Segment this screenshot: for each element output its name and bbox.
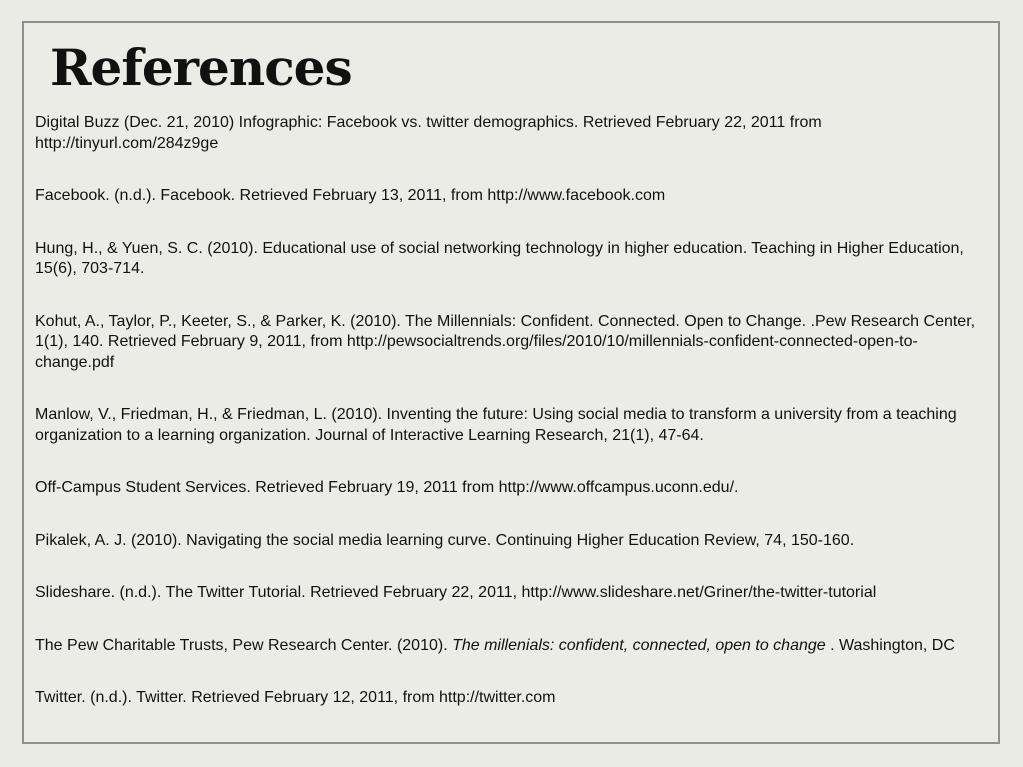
reference-item-pew-trusts xyxy=(35,636,990,657)
reference-pew-italic-title: The millenials: confident, connected, open to change xyxy=(452,636,826,654)
reference-item-off-campus: Off-Campus Student Services. Retrieved February 19, 2011 from http://www.offcampus.uconn.edu/. xyxy=(35,479,739,496)
reference-item-kohut: Kohut, A., Taylor, P., Keeter, S., & Parker, K. (2010). The Millennials: Confident. Connected. Open to Change. .Pew Research Center, 1(1), 140. Retrieved February 9, 2011, from http://pewsocialtrends.org/files/2010/10/millennials-confident-connected-open-to-change.pdf xyxy=(35,312,976,371)
reference-pew-text-after: . Washington, DC xyxy=(825,636,955,654)
reference-item-slideshare: Slideshare. (n.d.). The Twitter Tutorial. Retrieved February 22, 2011, http://www.slideshare.net/Griner/the-twitter-tutorial xyxy=(35,584,877,601)
reference-item-facebook: Facebook. (n.d.). Facebook. Retrieved February 13, 2011, from http://www.facebook.com xyxy=(35,187,666,204)
reference-item-twitter: Twitter. (n.d.). Twitter. Retrieved February 12, 2011, from http://twitter.com xyxy=(35,689,556,706)
reference-pew-text-before: The Pew Charitable Trusts, Pew Research Center. (2010). xyxy=(35,636,453,654)
reference-item-digital-buzz: Digital Buzz (Dec. 21, 2010) Infographic: Facebook vs. twitter demographics. Retrieved February 22, 2011 from http://tinyurl.com/284z9ge xyxy=(35,114,822,152)
reference-list xyxy=(35,113,990,741)
reference-item-manlow: Manlow, V., Friedman, H., & Friedman, L. (2010). Inventing the future: Using social media to transform a university from a teaching organization to a learning organization. Journal of Interactive Learning Research, 21(1), 47-64. xyxy=(35,406,957,444)
reference-item-hung-yuen: Hung, H., & Yuen, S. C. (2010). Educational use of social networking technology in higher education. Teaching in Higher Education, 15(6), 703-714. xyxy=(35,239,964,277)
page-title: References xyxy=(50,38,352,97)
reference-item-pikalek: Pikalek, A. J. (2010). Navigating the social media learning curve. Continuing Higher Education Review, 74, 150-160. xyxy=(35,531,855,549)
